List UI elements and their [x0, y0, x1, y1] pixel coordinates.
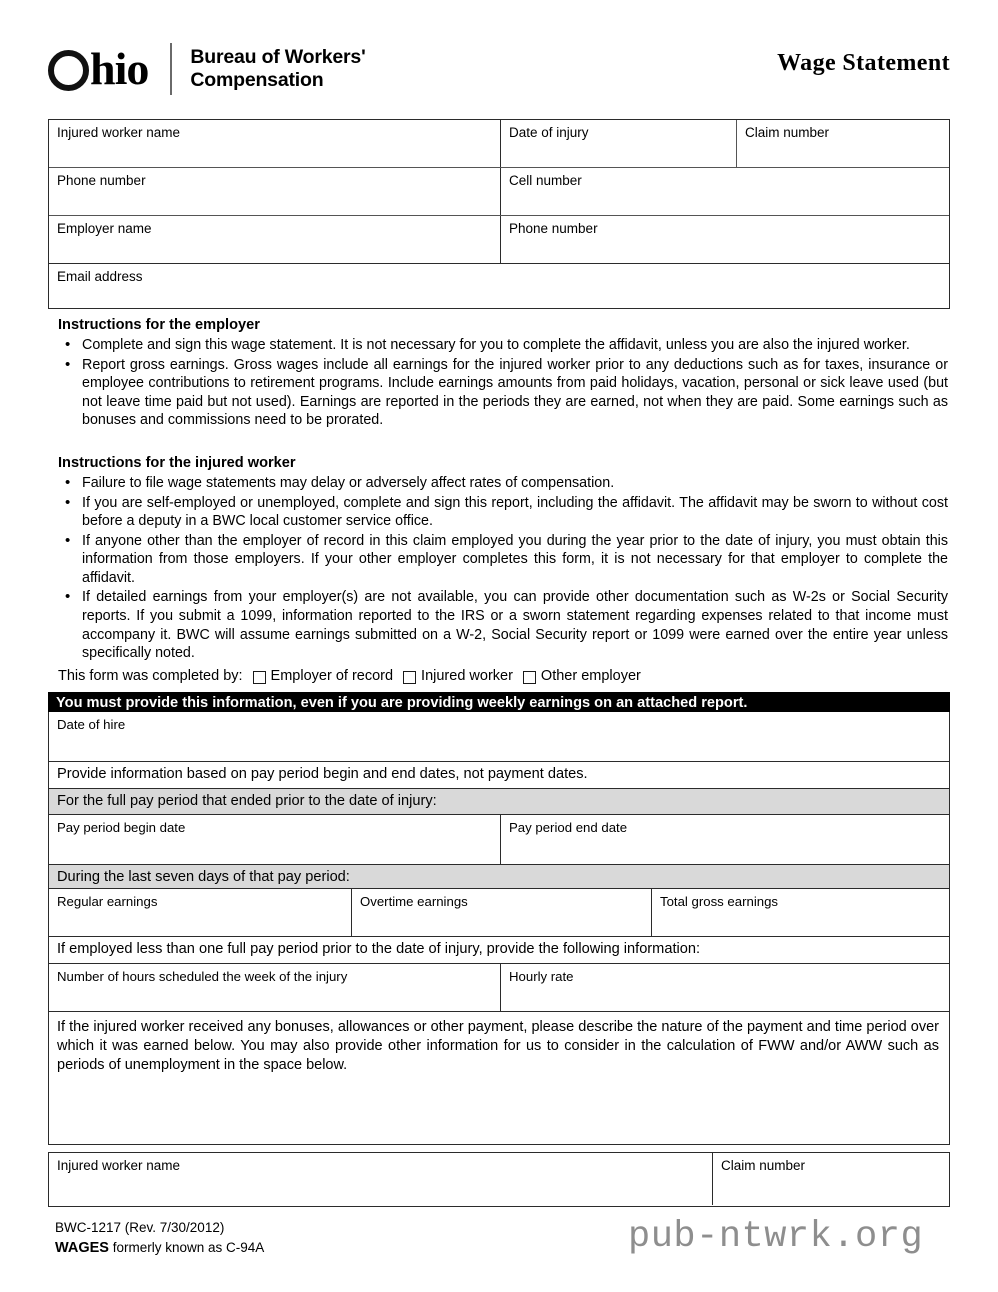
footer-field-claim-number[interactable] [713, 1153, 948, 1205]
field-label: Date of injury [509, 125, 589, 140]
field-label: Number of hours scheduled the week of the injury [57, 969, 348, 984]
less-than-full-period-header: If employed less than one full pay period prior to the date of injury, provide the following information: [57, 941, 701, 957]
form-name-bold: WAGES [55, 1239, 109, 1256]
field-label: Employer name [57, 221, 152, 236]
ohio-wordmark [48, 43, 149, 94]
worker-instructions-list [48, 474, 950, 663]
field-phone-number[interactable] [49, 168, 501, 215]
field-cell-number[interactable] [501, 168, 948, 215]
table-row [49, 168, 949, 216]
table-row [49, 712, 949, 762]
field-label: Date of hire [57, 717, 126, 732]
employer-instructions [48, 316, 950, 431]
table-row [49, 216, 949, 264]
field-pay-period-begin-date[interactable] [49, 815, 501, 864]
form-name [55, 1238, 264, 1258]
table-row [49, 120, 949, 168]
ohio-wordmark-text: hio [90, 43, 149, 94]
agency-name-line1: Bureau of Workers' [190, 46, 366, 68]
field-employer-name[interactable] [49, 216, 501, 263]
checkbox-label-other-employer: Other employer [540, 668, 641, 684]
checkbox-label-employer-of-record: Employer of record [270, 668, 394, 684]
agency-name-line2: Compensation [190, 69, 324, 91]
field-label: Phone number [509, 221, 598, 236]
field-date-of-injury[interactable] [501, 120, 737, 167]
field-label: Claim number [745, 125, 830, 140]
table-row [49, 889, 949, 937]
table-row [49, 1012, 949, 1168]
checkbox-other-employer[interactable] [523, 671, 536, 684]
field-label: Hourly rate [509, 969, 574, 984]
bwc-logo [48, 38, 366, 100]
list-item: • Report gross earnings. Gross wages include all earnings for the injured worker prior to any deductions such as for taxes, insurance or employee contributions to retirement programs. Include earnings amounts from paid holidays, vacation, personal or sick leave used (but not leave time paid but not used). Earnings are reported in the periods they are earned, not when they are paid. Some earnings such as bonuses and commissions need to be prorated. [82, 356, 950, 430]
form-footer [55, 1219, 264, 1258]
field-label: Claim number [721, 1158, 806, 1173]
logo-divider [170, 43, 172, 95]
field-email-address[interactable] [49, 264, 948, 307]
table-row [49, 937, 949, 964]
worker-instructions [48, 454, 950, 664]
full-pay-period-header: For the full pay period that ended prior to the date of injury: [49, 789, 948, 814]
wage-details-table [48, 712, 950, 1145]
completed-by-label: This form was completed by: [58, 668, 243, 684]
field-label: Regular earnings [57, 894, 158, 909]
employer-instructions-list [48, 336, 950, 430]
field-label: Total gross earnings [660, 894, 779, 909]
pay-period-note: Provide information based on pay period begin and end dates, not payment dates. [57, 766, 588, 782]
checkbox-label-injured-worker: Injured worker [421, 668, 513, 684]
agency-name [190, 46, 365, 92]
field-label: Phone number [57, 173, 146, 188]
field-label: Pay period end date [509, 820, 628, 835]
field-hourly-rate[interactable] [501, 964, 948, 1011]
claimant-info-table [48, 119, 950, 309]
checkbox-injured-worker[interactable] [403, 671, 416, 684]
field-bonus-description[interactable] [49, 1012, 949, 1168]
table-row [49, 865, 949, 889]
field-overtime-earnings[interactable] [352, 889, 652, 936]
list-item: • If detailed earnings from your employer(s) are not available, you can provide other documentation such as W-2s or Social Security reports. If you submit a 1099, information reported to the IRS or a sworn statement regarding expenses related to that income must accompany it. BWC will assume earnings submitted on a W-2, Social Security report or 1099 were earned over the entire year unless specifically noted. [82, 588, 950, 662]
table-row [49, 762, 949, 789]
field-label: Injured worker name [57, 125, 181, 140]
list-item: • If anyone other than the employer of record in this claim employed you during the year prior to the date of injury, you must obtain this information from those employers. If your other employer completes this form, it is not necessary for that employer to complete the affidavit. [82, 532, 950, 588]
required-info-banner: You must provide this information, even if you are providing weekly earnings on an attached report. [48, 692, 950, 714]
field-pay-period-end-date[interactable] [501, 815, 948, 864]
table-row [49, 789, 949, 815]
completed-by-row [58, 668, 948, 684]
field-employer-phone-number[interactable] [501, 216, 948, 263]
footer-field-injured-worker-name[interactable] [49, 1153, 713, 1205]
checkbox-employer-of-record[interactable] [253, 671, 266, 684]
watermark: pub-ntwrk.org [628, 1216, 924, 1258]
field-label: Cell number [509, 173, 582, 188]
field-hours-scheduled[interactable] [49, 964, 501, 1011]
form-id: BWC-1217 (Rev. 7/30/2012) [55, 1220, 225, 1235]
field-label: Injured worker name [57, 1158, 181, 1173]
table-row [49, 264, 949, 307]
ohio-o-ring-icon [48, 50, 89, 91]
list-item: • Complete and sign this wage statement. It is not necessary for you to complete the affidavit, unless you are also the injured worker. [82, 336, 950, 355]
table-row [49, 964, 949, 1012]
footer-identification-table [48, 1152, 950, 1207]
table-row [49, 815, 949, 865]
page-title: Wage Statement [777, 50, 950, 76]
form-name-rest: formerly known as C-94A [108, 1239, 265, 1255]
field-injured-worker-name[interactable] [49, 120, 501, 167]
employer-instructions-heading: Instructions for the employer [58, 317, 260, 333]
field-label: Overtime earnings [360, 894, 468, 909]
list-item: • Failure to file wage statements may delay or adversely affect rates of compensation. [82, 474, 950, 493]
field-claim-number[interactable] [737, 120, 948, 167]
field-date-of-hire[interactable] [49, 712, 948, 761]
worker-instructions-heading: Instructions for the injured worker [58, 455, 296, 471]
field-total-gross-earnings[interactable] [652, 889, 948, 936]
last-seven-days-header: During the last seven days of that pay period: [49, 865, 948, 888]
table-row [49, 1153, 949, 1205]
field-label: If the injured worker received any bonuses, allowances or other payment, please describe the nature of the payment and time period over which it was earned below. You may also provide other information for us to consider in the calculation of FWW and/or AWW such as periods of unemployment in the space below. [57, 1019, 939, 1073]
field-label: Email address [57, 269, 143, 284]
field-regular-earnings[interactable] [49, 889, 352, 936]
list-item: • If you are self-employed or unemployed, complete and sign this report, including the affidavit. The affidavit may be sworn to without cost before a deputy in a BWC local customer service office. [82, 494, 950, 531]
field-label: Pay period begin date [57, 820, 186, 835]
page-header [48, 38, 950, 108]
